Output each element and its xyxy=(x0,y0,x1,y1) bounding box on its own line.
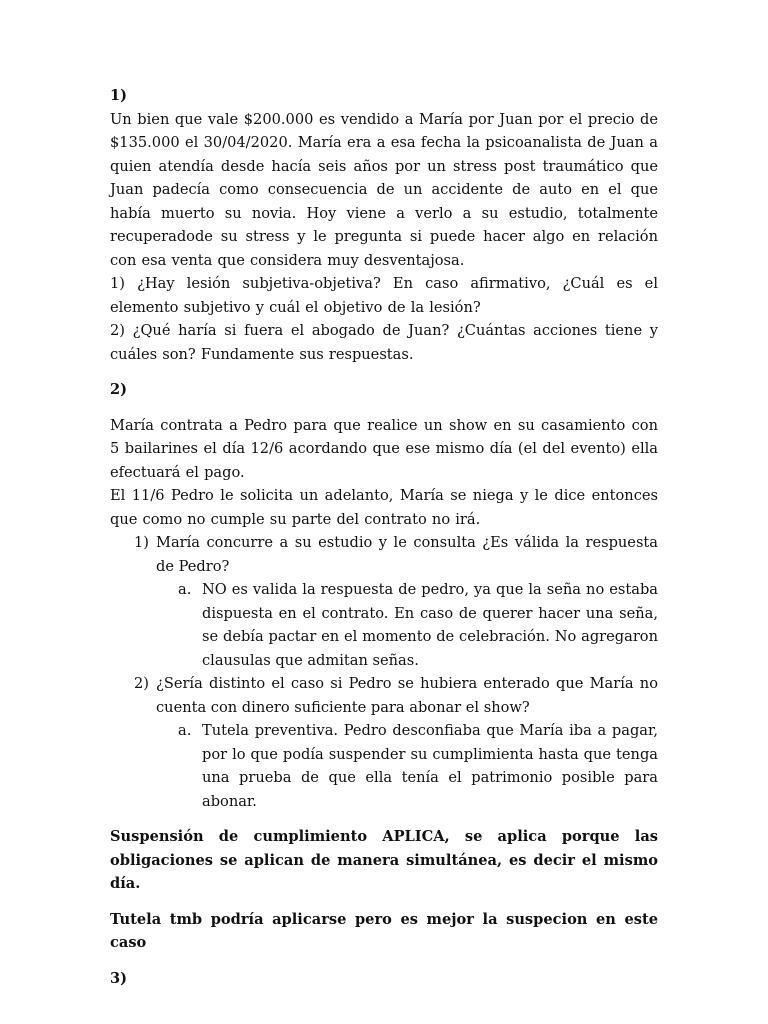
section-2-paragraph-2: El 11/6 Pedro le solicita un adelanto, María se niega y le dice entonces que como no cumple su parte del contrato no irá. xyxy=(110,487,658,528)
conclusion-suspension: Suspensión de cumplimiento APLICA, se aplica porque las obligaciones se aplican de manera simultánea, es decir el mismo día. xyxy=(110,828,658,892)
section-3-heading: 3) xyxy=(110,969,128,987)
list-item-number: 2) xyxy=(134,675,149,692)
section-1-question-1: 1) ¿Hay lesión subjetiva-objetiva? En caso afirmativo, ¿Cuál es el elemento subjetivo y cuál el objetivo de la lesión? xyxy=(110,275,658,316)
sub-item-letter: a. xyxy=(178,722,192,739)
list-item-text: ¿Sería distinto el caso si Pedro se hubiera enterado que María no cuenta con dinero suficiente para abonar el show? xyxy=(156,675,658,716)
sub-item-text: Tutela preventiva. Pedro desconfiaba que María iba a pagar, por lo que podía suspender su cumplimienta hasta que tenga una prueba de que ella tenía el patrimonio posible para abonar. xyxy=(202,722,658,810)
sub-item-1a xyxy=(110,578,658,672)
section-1-question-2: 2) ¿Qué haría si fuera el abogado de Juan? ¿Cuántas acciones tiene y cuáles son? Fundamente sus respuestas. xyxy=(110,322,658,363)
sub-item-letter: a. xyxy=(178,581,192,598)
section-1-paragraph: Un bien que vale $200.000 es vendido a María por Juan por el precio de $135.000 el 30/04/2020. María era a esa fecha la psicoanalista de Juan a quien atendía desde hacía seis años por un stress post traumático que Juan padecía como consecuencia de un accidente de auto en el que había muerto su novia. Hoy viene a verlo a su estudio, totalmente recuperadode su stress y le pregunta si puede hacer algo en relación con esa venta que considera muy desventajosa. xyxy=(110,110,658,269)
list-item-number: 1) xyxy=(134,534,149,551)
section-2-paragraph-1: María contrata a Pedro para que realice un show en su casamiento con 5 bailarines el día 12/6 acordando que ese mismo día (el del evento) ella efectuará el pago. xyxy=(110,416,658,481)
document-body xyxy=(110,84,658,990)
sub-item-2a xyxy=(110,719,658,813)
list-item-1 xyxy=(110,531,658,578)
list-item-text: María concurre a su estudio y le consulta ¿Es válida la respuesta de Pedro? xyxy=(156,534,658,575)
conclusion-tutela: Tutela tmb podría aplicarse pero es mejor la suspecion en este caso xyxy=(110,910,658,951)
list-item-2 xyxy=(110,672,658,719)
section-2-heading: 2) xyxy=(110,381,128,398)
section-1-heading: 1) xyxy=(110,87,128,104)
sub-item-text: NO es valida la respuesta de pedro, ya que la seña no estaba dispuesta en el contrato. En caso de querer hacer una seña, se debía pactar en el momento de celebración. No agregaron clausulas que admitan señas. xyxy=(202,581,658,669)
